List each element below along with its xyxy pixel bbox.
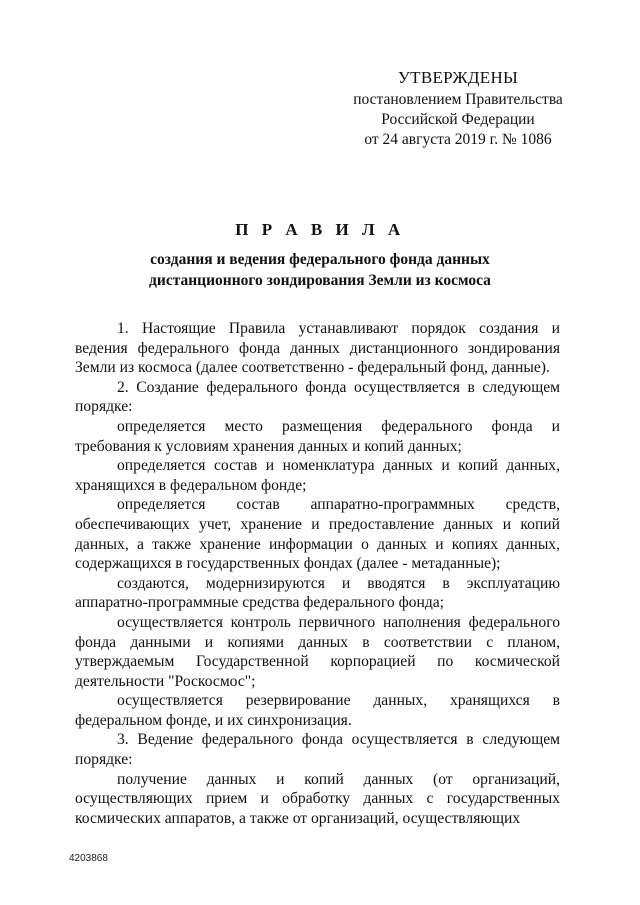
paragraph-3: определяется место размещения федерального фонда и требования к условиям хранения данных и копий данных; <box>75 417 560 455</box>
document-title: П Р А В И Л А <box>235 220 405 239</box>
document-subtitle-line-2: дистанционного зондирования Земли из космоса <box>149 272 491 289</box>
paragraph-6: создаются, модернизируются и вводятся в эксплуатацию аппаратно-программные средства федерального фонда; <box>75 574 560 612</box>
paragraph-8: осуществляется резервирование данных, хранящихся в федеральном фонде, и их синхронизация. <box>75 692 560 729</box>
title-block <box>60 220 580 291</box>
approval-line-1: постановлением Правительства <box>353 91 563 108</box>
paragraph-7: осуществляется контроль первичного наполнения федерального фонда данными и копиями данных в соответствии с планом, утверждаемым Государственной корпорацией по космической деятельности "Роскосмос"; <box>75 613 560 690</box>
approval-block <box>318 68 598 150</box>
paragraph-1: 1. Настоящие Правила устанавливают порядок создания и ведения федерального фонда данных дистанционного зондирования Земли из космоса (далее соответственно - федеральный фонд, данные). <box>75 320 560 377</box>
document-code: 4203868 <box>69 853 108 864</box>
approval-heading: УТВЕРЖДЕНЫ <box>397 68 519 87</box>
approval-line-3: от 24 августа 2019 г. № 1086 <box>364 131 552 148</box>
paragraph-10: получение данных и копий данных (от организаций, осуществляющих прием и обработку данных с государственных космических аппаратов, а также от организаций, осуществляющих <box>75 770 560 827</box>
paragraph-5: определяется состав аппаратно-программных средств, обеспечивающих учет, хранение и предоставление данных и копий данных, а также хранение информации о данных и копиях данных, содержащихся в государственных фондах (далее - метаданные); <box>75 496 560 573</box>
document-subtitle-line-1: создания и ведения федерального фонда данных <box>150 251 490 268</box>
paragraph-9: 3. Ведение федерального фонда осуществляется в следующем порядке: <box>75 731 560 769</box>
paragraph-2: 2. Создание федерального фонда осуществляется в следующем порядке: <box>75 378 560 416</box>
paragraph-4: определяется состав и номенклатура данных и копий данных, хранящихся в федеральном фонде; <box>75 457 560 494</box>
document-body <box>75 319 560 828</box>
approval-line-2: Российской Федерации <box>381 111 535 128</box>
